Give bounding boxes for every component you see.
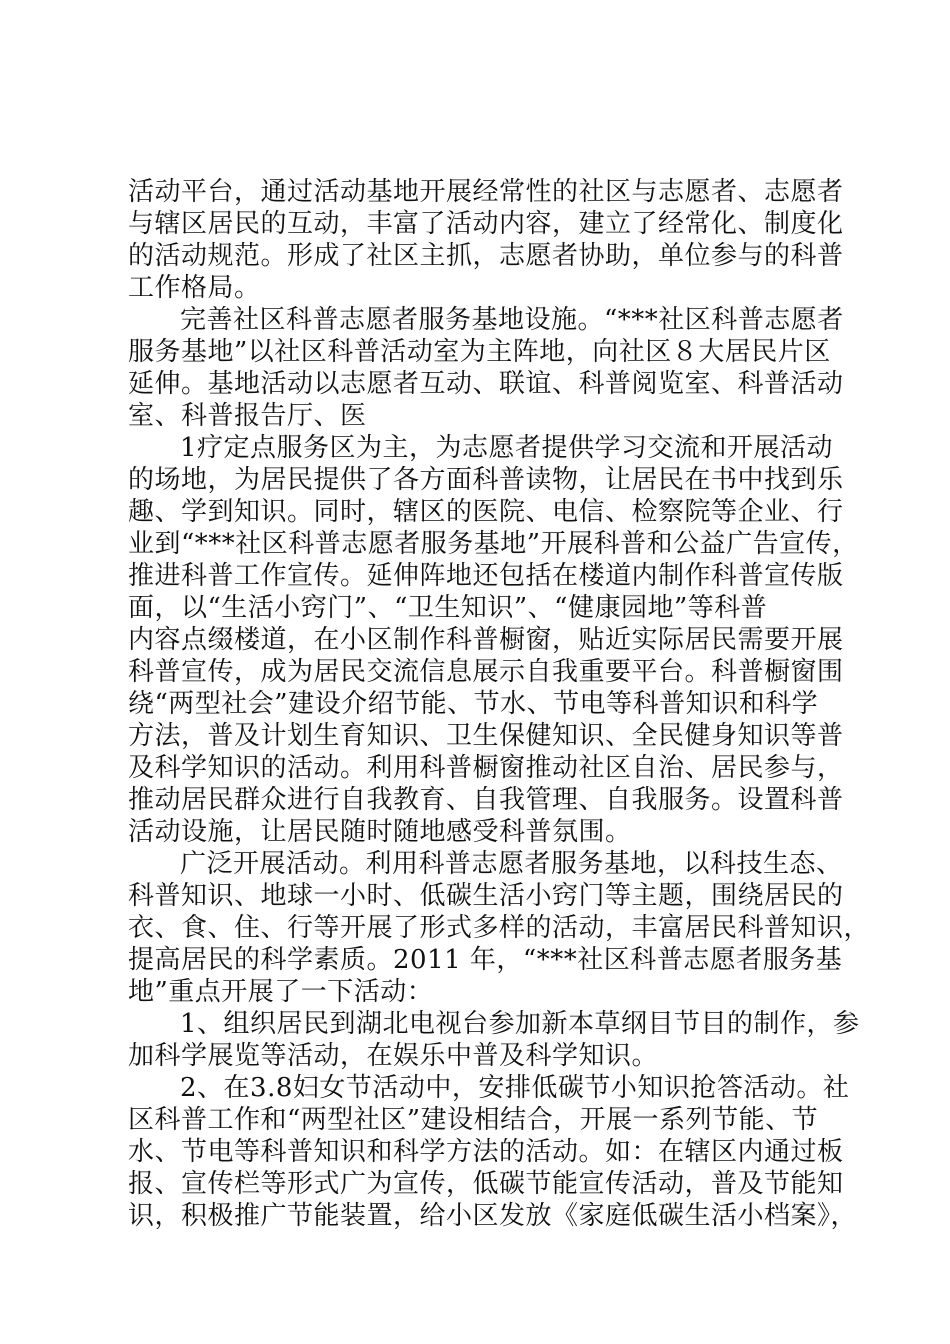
text-line: 面，以“生活小窍门”、“卫生知识”、“健康园地”等科普 [128, 593, 768, 623]
paragraph-start-line: 广泛开展活动。利用科普志愿者服务基地，以科技生态、 [180, 849, 843, 879]
paragraph-start-line: 1、组织居民到湖北电视台参加新本草纲目节目的制作，参 [180, 1009, 860, 1039]
text-line: 趣、学到知识。同时，辖区的医院、电信、检察院等企业、行 [128, 497, 844, 527]
paragraph-start-line: 2、在3.8妇女节活动中，安排低碳节小知识抢答活动。社 [180, 1073, 850, 1103]
text-line: 水、节电等科普知识和科学方法的活动。如：在辖区内通过板 [128, 1137, 844, 1167]
text-line: 服务基地”以社区科普活动室为主阵地，向社区８大居民片区 [128, 337, 831, 367]
text-line: 延伸。基地活动以志愿者互动、联谊、科普阅览室、科普活动 [128, 369, 844, 399]
text-line: 室、科普报告厅、医 [128, 401, 367, 431]
text-line: 报、宣传栏等形式广为宣传，低碳节能宣传活动，普及节能知 [128, 1169, 844, 1199]
text-line: 方法，普及计划生育知识、卫生保健知识、全民健身知识等普 [128, 721, 844, 751]
text-line: 工作格局。 [128, 273, 261, 303]
text-line: 业到“***社区科普志愿者服务基地”开展科普和公益广告宣传， [128, 529, 859, 559]
text-line: 识，积极推广节能装置，给小区发放《家庭低碳生活小档案》， [128, 1201, 858, 1231]
paragraph-start-line: 1疗定点服务区为主，为志愿者提供学习交流和开展活动 [180, 433, 834, 463]
text-line: 及科学知识的活动。利用科普橱窗推动社区自治、居民参与， [128, 753, 844, 783]
text-line: 科普宣传，成为居民交流信息展示自我重要平台。科普橱窗围 [128, 657, 844, 687]
text-line: 与辖区居民的互动，丰富了活动内容，建立了经常化、制度化 [128, 209, 844, 239]
text-line: 推进科普工作宣传。延伸阵地还包括在楼道内制作科普宣传版 [128, 561, 844, 591]
text-line: 衣、食、住、行等开展了形式多样的活动，丰富居民科普知识， [128, 913, 871, 943]
text-line: 活动设施，让居民随时随地感受科普氛围。 [128, 817, 632, 847]
text-line: 活动平台，通过活动基地开展经常性的社区与志愿者、志愿者 [128, 177, 844, 207]
text-line: 推动居民群众进行自我教育、自我管理、自我服务。设置科普 [128, 785, 844, 815]
text-line: 绕“两型社会”建设介绍节能、节水、节电等科普知识和科学 [128, 689, 819, 719]
text-line: 的场地，为居民提供了各方面科普读物，让居民在书中找到乐 [128, 465, 844, 495]
text-line: 区科普工作和“两型社区”建设相结合，开展一系列节能、节 [128, 1105, 819, 1135]
text-line: 的活动规范。形成了社区主抓，志愿者协助，单位参与的科普 [128, 241, 844, 271]
text-line: 加科学展览等活动，在娱乐中普及科学知识。 [128, 1041, 659, 1071]
paragraph-start-line: 完善社区科普志愿者服务基地设施。“***社区科普志愿者 [180, 305, 844, 335]
text-line: 科普知识、地球一小时、低碳生活小窍门等主题，围绕居民的 [128, 881, 844, 911]
text-line: 提高居民的科学素质。2011 年，“***社区科普志愿者服务基 [128, 945, 843, 975]
text-line: 内容点缀楼道，在小区制作科普橱窗，贴近实际居民需要开展 [128, 625, 844, 655]
text-line: 地”重点开展了一下活动： [128, 977, 434, 1007]
